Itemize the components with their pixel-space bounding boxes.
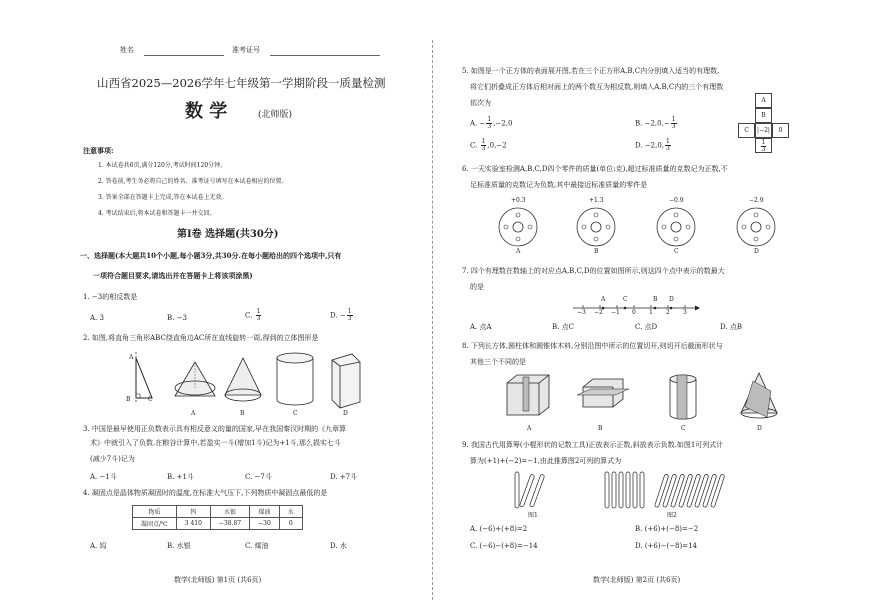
tick-label: 1 xyxy=(649,309,653,316)
table-cell: −38.87 xyxy=(210,518,249,530)
q2-stem: 2. 如图,将直角三角形ABC绕直角边AC所在直线旋转一周,得到的立体图形是 xyxy=(83,334,319,342)
q2-figures xyxy=(120,350,440,420)
q7-option-c: C. 点D xyxy=(635,323,658,331)
q9-fig1-caption: 图1 xyxy=(528,512,538,519)
q4-stem: 4. 凝固点是晶体物质凝固时的温度,在标准大气压下,下列物质中凝固点最低的是 xyxy=(83,489,328,497)
tick-label: −1 xyxy=(611,309,620,316)
table-cell: 水 xyxy=(279,506,302,518)
net-cell-a: A xyxy=(755,93,772,108)
q5-option-c: C. $\frac{1}{3}$ ,0,−2 xyxy=(470,138,507,152)
q5-option-d: D. −2,0, $\frac{1}{3}$ xyxy=(635,138,670,152)
q8-label: B xyxy=(598,425,603,432)
part-c xyxy=(657,208,695,246)
q4-option-d: D. 水 xyxy=(330,542,347,550)
q5-line: 5. 如图是一个正方体的表面展开图,若在三个正方形A,B,C内分别填入适当的有理数, xyxy=(462,67,720,75)
tick-label: −3 xyxy=(577,309,586,316)
q4-option-c: C. 煤油 xyxy=(245,542,269,550)
point-c-label: C xyxy=(623,296,628,303)
q1-option-a: A. 3 xyxy=(90,314,104,322)
net-cell-b: B xyxy=(755,108,772,123)
q2-vertex-b: B xyxy=(126,396,131,403)
section-title: 第Ⅰ卷 选择题(共30分) xyxy=(177,229,279,240)
q8-label: D xyxy=(757,425,762,432)
q6-line: 足标准质量的克数记为负数,其中最接近标准质量的零件是 xyxy=(470,181,648,189)
point-a-label: A xyxy=(601,296,606,303)
q9-line: 9. 我国古代用算筹(小棍形状的记数工具)正放表示正数,斜放表示负数.如图1可列式计 xyxy=(462,441,724,449)
table-cell: 水银 xyxy=(210,506,249,518)
net-cell-frac: $\frac{1}{3}$ xyxy=(755,138,772,153)
part-a xyxy=(499,208,537,246)
left-page xyxy=(0,0,430,615)
q1-option-d: D. − $\frac{1}{3}$ xyxy=(330,308,352,322)
table-cell: −30 xyxy=(250,518,280,530)
q3-line: 术》中就引入了负数.在粮谷计算中,若盈实一斗(增加1斗)记为+1斗,那么损实七斗 xyxy=(90,439,341,447)
q3-line: (减少7斗)记为 xyxy=(90,455,135,463)
part-value: +1.3 xyxy=(589,197,604,204)
q7-option-d: D. 点B xyxy=(720,323,742,331)
part-b xyxy=(577,208,615,246)
tick-label: 0 xyxy=(632,309,636,316)
q8-label: A xyxy=(527,425,532,432)
q9-line: 算为(+1)+(−2)=−1,由此推算图2可列的算式为 xyxy=(470,457,622,465)
q8-label: C xyxy=(681,425,686,432)
q4-table xyxy=(132,505,303,530)
notice-item: 3. 答案全部在答题卡上完成,答在本试卷上无效。 xyxy=(98,194,228,201)
table-row xyxy=(133,518,303,530)
subject-title: 数 学 xyxy=(185,101,228,122)
q8-figures xyxy=(505,373,805,428)
right-page xyxy=(435,0,870,615)
q1-option-c: C. $\frac{1}{3}$ xyxy=(245,308,261,322)
notice-item: 4. 考试结束后,将本试卷和答题卡一并交回。 xyxy=(98,210,216,217)
q3-option-c: C. −7斗 xyxy=(245,473,272,481)
net-cell-abs: |−2| xyxy=(755,123,772,138)
part-label: A xyxy=(516,248,521,255)
q9-fig2-caption: 图2 xyxy=(667,512,677,519)
tick-label: 2 xyxy=(666,309,670,316)
section-instruction: 一、选择题(本大题共10个小题,每小题3分,共30分.在每小题给出的四个选项中,只有 xyxy=(80,251,342,260)
q3-line: 3. 中国是最早使用正负数表示具有相反意义的量的国家,早在我国秦汉时期的《九章算 xyxy=(83,425,347,433)
q2-label: A xyxy=(191,410,196,417)
notice-heading: 注意事项: xyxy=(83,146,114,155)
q3-option-d: D. +7斗 xyxy=(330,473,358,481)
q9-option-a: A. (−6)+(+8)=2 xyxy=(470,525,528,533)
edition-label: (北师版) xyxy=(258,110,293,120)
footer-right: 数学(北师版) 第2页 (共6页) xyxy=(593,576,681,584)
q7-line: 7. 四个有理数在数轴上的对应点A,B,C,D的位置如图所示,则这四个点中表示的数最大 xyxy=(462,267,725,275)
section-instruction: 一项符合题目要求,请选出并在答题卡上将该项涂黑) xyxy=(93,271,253,280)
part-label: C xyxy=(674,248,679,255)
q7-option-a: A. 点A xyxy=(470,323,492,331)
q8-line: 其他三个不同的是 xyxy=(470,358,526,366)
part-value: −2.9 xyxy=(749,197,764,204)
part-label: D xyxy=(754,248,759,255)
q9-rods xyxy=(515,470,815,516)
q9-option-c: C. (−6)−(+8)=−14 xyxy=(470,542,538,550)
point-b-label: B xyxy=(653,296,658,303)
q9-option-d: D. (+6)−(−8)=14 xyxy=(635,542,698,550)
part-d xyxy=(737,208,775,246)
q5-option-a: A. − $\frac{1}{3}$ ,−2,0 xyxy=(470,116,513,130)
exam-title: 山西省2025—2026学年七年级第一学期阶段一质量检测 xyxy=(97,76,386,90)
part-value: +0.3 xyxy=(511,197,526,204)
table-cell: 3 410 xyxy=(176,518,210,530)
name-line xyxy=(144,55,224,56)
q1-stem: 1. −3的相反数是 xyxy=(83,293,138,301)
part-value: −0.9 xyxy=(669,197,684,204)
q4-option-b: B. 水银 xyxy=(167,542,191,550)
exam-no-line xyxy=(270,55,380,56)
notice-item: 1. 本试卷共6页,满分120分,考试时间120分钟。 xyxy=(98,162,227,169)
table-cell: 0 xyxy=(279,518,302,530)
q7-option-b: B. 点C xyxy=(552,323,574,331)
tick-label: 3 xyxy=(683,309,687,316)
q3-option-b: B. +1斗 xyxy=(167,473,194,481)
q5-option-b: B. −2,0,− $\frac{1}{3}$ xyxy=(635,116,676,130)
q9-option-b: B. (+6)+(−8)=−2 xyxy=(635,525,699,533)
q2-vertex-a: A xyxy=(129,354,134,361)
q5-line: 将它们折叠成正方体后相对面上的两个数互为相反数,则填入A,B,C内的三个有理数 xyxy=(470,83,724,91)
part-label: B xyxy=(594,248,599,255)
q1-option-b: B. −3 xyxy=(167,314,187,322)
q3-option-a: A. −1斗 xyxy=(90,473,117,481)
table-cell: 凝固点/℃ xyxy=(133,518,177,530)
q8-line: 8. 下列长方体,圆柱体和圆锥体木料,分别沿图中所示的位置切开,则切开后截面形状与 xyxy=(462,342,723,350)
q2-label: C xyxy=(293,410,298,417)
q2-label: B xyxy=(240,410,245,417)
exam-no-label: 准考证号 xyxy=(232,46,260,54)
footer-left: 数学(北师版) 第1页 (共6页) xyxy=(174,576,262,584)
q6-parts xyxy=(500,205,820,255)
notice-item: 2. 答卷前,考生务必将自己的姓名、准考证号填写在本试卷相应的位置。 xyxy=(98,178,288,185)
q6-line: 6. 一天实验室检测A,B,C,D四个零件的质量(单位:克),超过标准质量的克数记为正数,不 xyxy=(462,165,728,173)
net-cell-c: C xyxy=(738,123,755,138)
net-cell-zero: 0 xyxy=(772,123,789,138)
table-cell: 物质 xyxy=(133,506,177,518)
q4-option-a: A. 钨 xyxy=(90,542,107,550)
table-row xyxy=(133,506,303,518)
page-divider xyxy=(432,40,433,600)
name-label: 姓名 xyxy=(120,46,134,54)
table-cell: 煤油 xyxy=(250,506,280,518)
point-d-label: D xyxy=(669,296,674,303)
tick-label: −2 xyxy=(594,309,603,316)
q2-label: D xyxy=(343,410,348,417)
q7-line: 的是 xyxy=(470,283,484,291)
table-cell: 钨 xyxy=(176,506,210,518)
q5-line: 依次为 xyxy=(470,99,491,107)
q2-vertex-c: C xyxy=(148,396,153,403)
